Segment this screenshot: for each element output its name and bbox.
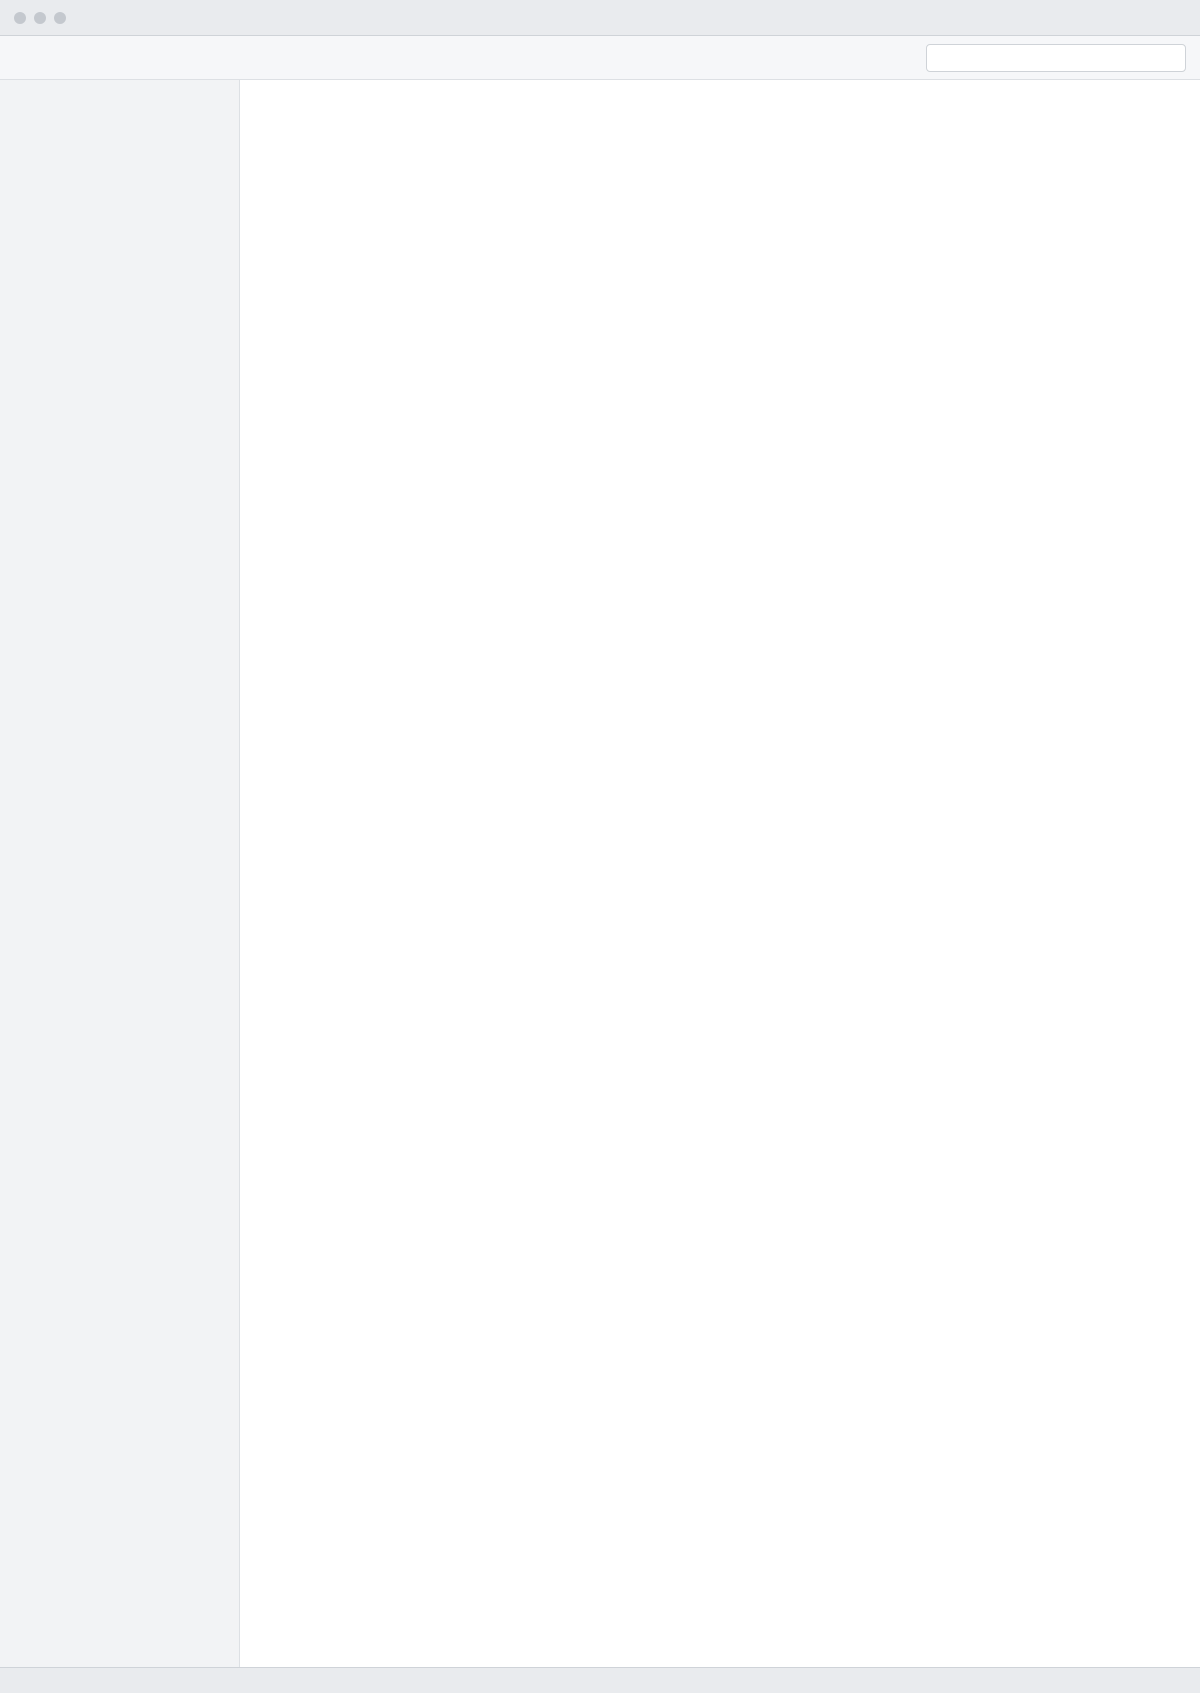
body [0,80,1200,1667]
main-content [240,80,1200,1667]
page-heading [268,104,1172,128]
window-control-icon[interactable] [14,12,26,24]
search-input[interactable] [926,44,1186,72]
toolbar [0,36,1200,80]
window-control-icon[interactable] [54,12,66,24]
window-control-icon[interactable] [34,12,46,24]
title-bar [0,0,1200,36]
status-bar [0,1667,1200,1693]
sidebar [0,80,240,1667]
